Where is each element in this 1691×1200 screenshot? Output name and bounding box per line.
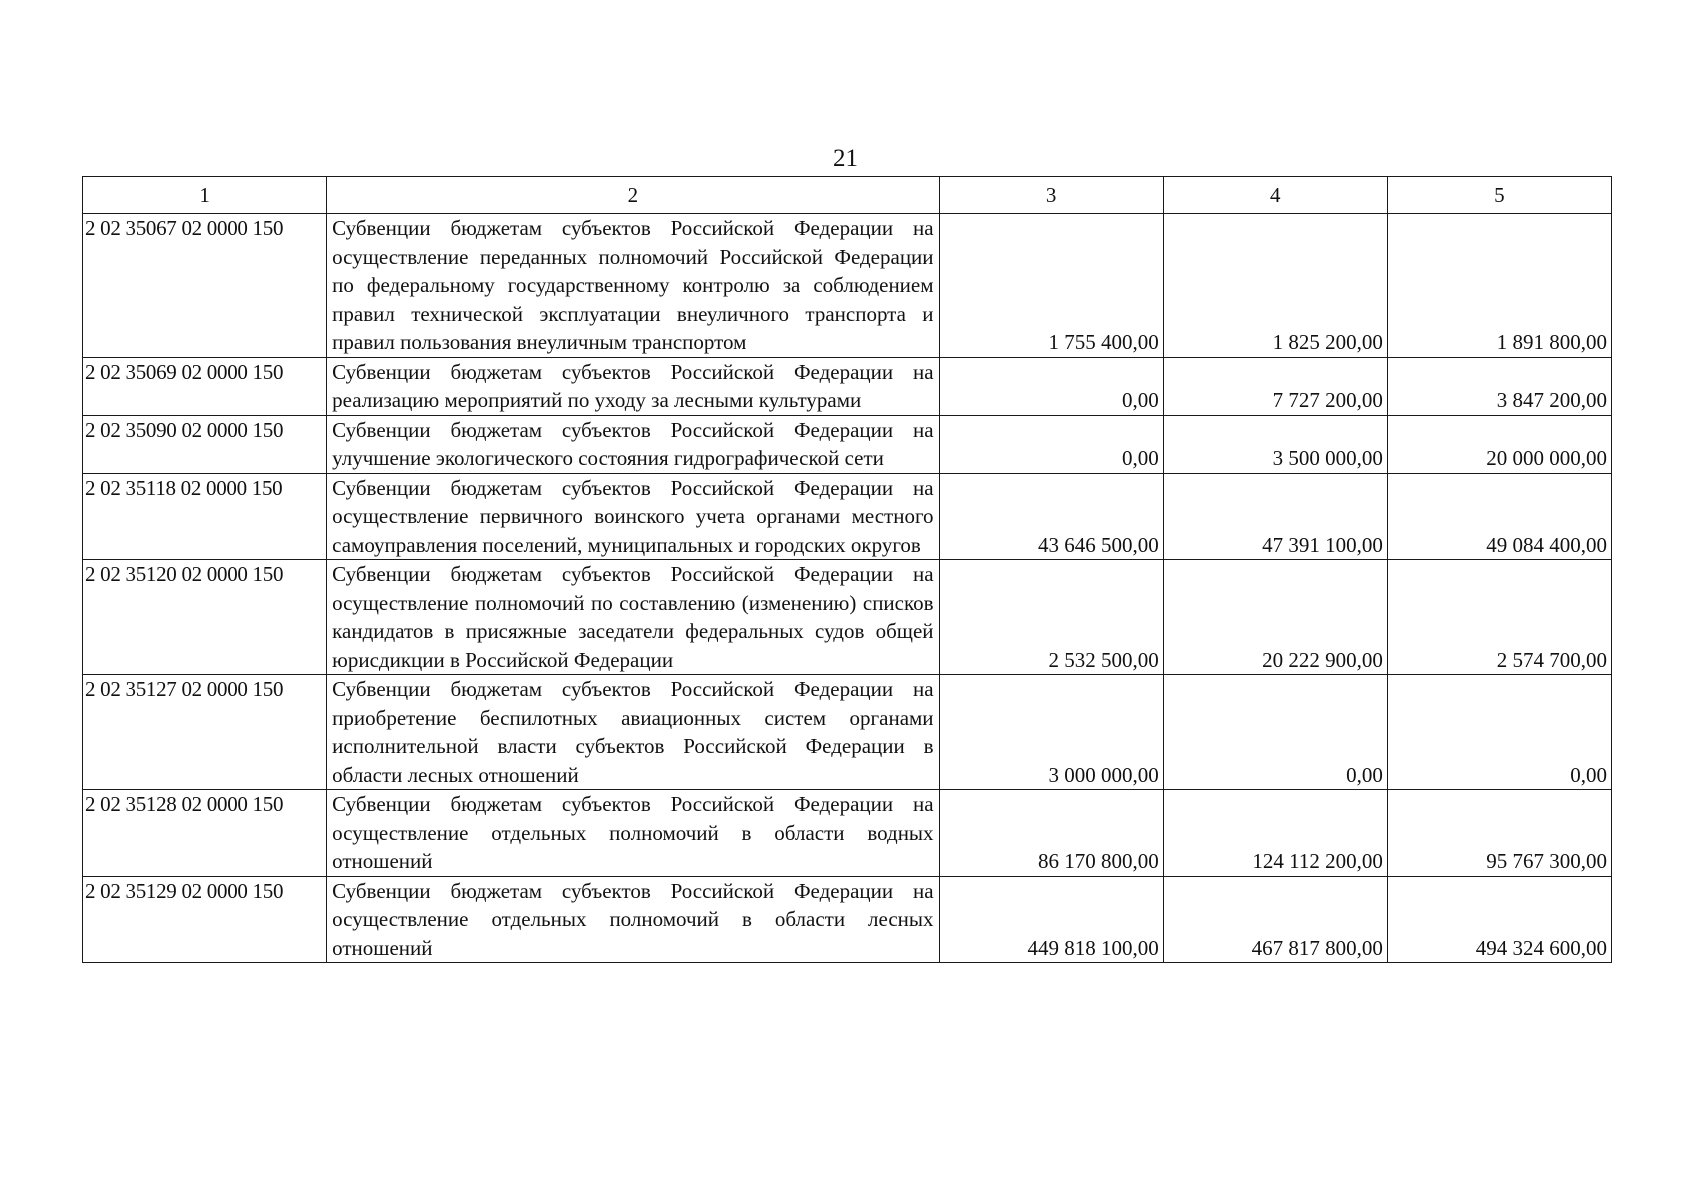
table-row <box>83 357 1612 415</box>
amount-col4-cell: 0,00 <box>1163 675 1387 790</box>
amount-col4-cell: 1 825 200,00 <box>1163 214 1387 358</box>
table-row <box>83 473 1612 560</box>
column-header-amount-5: 5 <box>1387 177 1611 214</box>
amount-col5-cell: 494 324 600,00 <box>1387 876 1611 963</box>
table-row <box>83 560 1612 675</box>
budget-code-cell: 2 02 35118 02 0000 150 <box>83 473 327 560</box>
budget-code-cell: 2 02 35067 02 0000 150 <box>83 214 327 358</box>
amount-col5-cell: 49 084 400,00 <box>1387 473 1611 560</box>
amount-col3-cell: 0,00 <box>939 415 1163 473</box>
budget-code-cell: 2 02 35090 02 0000 150 <box>83 415 327 473</box>
budget-code-cell: 2 02 35128 02 0000 150 <box>83 790 327 877</box>
amount-col4-cell: 124 112 200,00 <box>1163 790 1387 877</box>
column-header-code: 1 <box>83 177 327 214</box>
amount-col5-cell: 0,00 <box>1387 675 1611 790</box>
amount-col5-cell: 95 767 300,00 <box>1387 790 1611 877</box>
description-cell: Субвенции бюджетам субъектов Российской Федерации на осуществление отдельных полномочий в области водных отношений <box>327 790 939 877</box>
table-header-row <box>83 177 1612 214</box>
budget-code-cell: 2 02 35127 02 0000 150 <box>83 675 327 790</box>
amount-col3-cell: 86 170 800,00 <box>939 790 1163 877</box>
table-row <box>83 790 1612 877</box>
amount-col5-cell: 2 574 700,00 <box>1387 560 1611 675</box>
description-cell: Субвенции бюджетам субъектов Российской Федерации на осуществление переданных полномочий Российской Федерации по федеральному государственному контролю за соблюдением правил технической эксплуатации внеуличного транспорта и правил пользования внеуличным транспортом <box>327 214 939 358</box>
amount-col4-cell: 3 500 000,00 <box>1163 415 1387 473</box>
table-row <box>83 675 1612 790</box>
page-number: 21 <box>833 145 858 172</box>
amount-col3-cell: 2 532 500,00 <box>939 560 1163 675</box>
amount-col5-cell: 20 000 000,00 <box>1387 415 1611 473</box>
amount-col5-cell: 1 891 800,00 <box>1387 214 1611 358</box>
description-cell: Субвенции бюджетам субъектов Российской Федерации на осуществление первичного воинского учета органами местного самоуправления поселений, муниципальных и городских округов <box>327 473 939 560</box>
amount-col4-cell: 47 391 100,00 <box>1163 473 1387 560</box>
amount-col3-cell: 449 818 100,00 <box>939 876 1163 963</box>
column-header-description: 2 <box>327 177 939 214</box>
budget-code-cell: 2 02 35120 02 0000 150 <box>83 560 327 675</box>
description-cell: Субвенции бюджетам субъектов Российской Федерации на осуществление отдельных полномочий в области лесных отношений <box>327 876 939 963</box>
description-cell: Субвенции бюджетам субъектов Российской Федерации на улучшение экологического состояния гидрографической сети <box>327 415 939 473</box>
amount-col5-cell: 3 847 200,00 <box>1387 357 1611 415</box>
table-row <box>83 415 1612 473</box>
amount-col4-cell: 467 817 800,00 <box>1163 876 1387 963</box>
budget-code-cell: 2 02 35069 02 0000 150 <box>83 357 327 415</box>
table-row <box>83 214 1612 358</box>
amount-col4-cell: 7 727 200,00 <box>1163 357 1387 415</box>
column-header-amount-3: 3 <box>939 177 1163 214</box>
description-cell: Субвенции бюджетам субъектов Российской Федерации на реализацию мероприятий по уходу за лесными культурами <box>327 357 939 415</box>
amount-col3-cell: 1 755 400,00 <box>939 214 1163 358</box>
table-row <box>83 876 1612 963</box>
description-cell: Субвенции бюджетам субъектов Российской Федерации на осуществление полномочий по составлению (изменению) списков кандидатов в присяжные заседатели федеральных судов общей юрисдикции в Российской Федерации <box>327 560 939 675</box>
budget-table <box>82 176 1612 963</box>
amount-col4-cell: 20 222 900,00 <box>1163 560 1387 675</box>
description-cell: Субвенции бюджетам субъектов Российской Федерации на приобретение беспилотных авиационных систем органами исполнительной власти субъектов Российской Федерации в области лесных отношений <box>327 675 939 790</box>
amount-col3-cell: 3 000 000,00 <box>939 675 1163 790</box>
amount-col3-cell: 43 646 500,00 <box>939 473 1163 560</box>
budget-code-cell: 2 02 35129 02 0000 150 <box>83 876 327 963</box>
amount-col3-cell: 0,00 <box>939 357 1163 415</box>
column-header-amount-4: 4 <box>1163 177 1387 214</box>
